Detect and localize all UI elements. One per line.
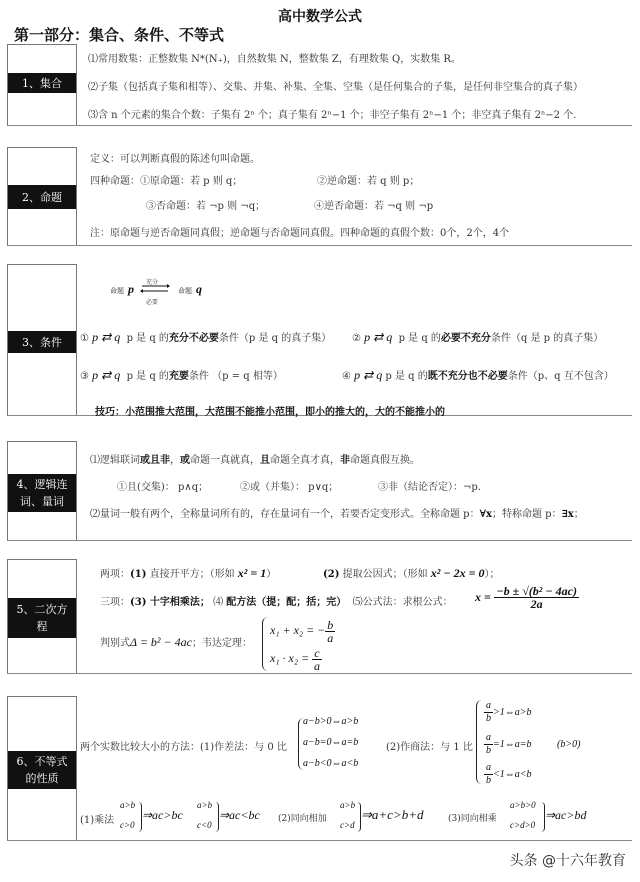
note: 注：原命题与逆否命题同真假；逆命题与否命题同真假。四种命题的真假个数：0个，2个，4个 xyxy=(90,228,510,239)
mult1-top: a>b xyxy=(120,800,136,810)
logic-or: ②或（并集）： p∨q； xyxy=(240,482,339,493)
contrapositive-proposition: ④逆否命题：若 ¬q 则 ¬p xyxy=(314,201,434,212)
multiplication-label: (1)乘法 xyxy=(80,815,115,826)
section-label-box xyxy=(7,441,77,541)
three-terms-methods: 三项：(3) 十字相乘法； ⑷ 配方法（提；配；括；完） ⑸公式法：求根公式： xyxy=(100,597,453,608)
logic-not: ③非（结论否定）：¬p. xyxy=(378,482,481,493)
section-label-box xyxy=(7,559,77,674)
section-divider xyxy=(7,125,632,126)
mul-bottom: c>d>0 xyxy=(510,820,536,830)
watermark: 头条 @十六年教育 xyxy=(509,853,626,869)
section-divider xyxy=(7,840,632,841)
difference-gt: a−b>0⇔a>b xyxy=(303,716,359,727)
section-label-box xyxy=(7,44,77,126)
mult1-result: ⇒ac>bc xyxy=(142,808,183,822)
sets-line-3: ⑶含 n 个元素的集合个数：子集有 2ⁿ 个；真子集有 2ⁿ−1 个；非空子集有 2ⁿ−1 个；非空真子集有 2ⁿ−2 个. xyxy=(88,110,577,121)
section-divider xyxy=(7,245,632,246)
section-label: 1、集合 xyxy=(8,73,76,93)
mult2-top: a>b xyxy=(197,800,213,810)
quotient-eq: $\frac{a}{b}$ =1⇔a=b xyxy=(486,732,532,756)
inverse-proposition: ③否命题：若 ¬p 则 ¬q； xyxy=(146,201,266,212)
quotient-brace xyxy=(476,700,483,784)
add-top: a>b xyxy=(340,800,356,810)
section-label: 2、命题 xyxy=(8,185,76,209)
definition: 定义：可以判断真假的陈述句叫命题。 xyxy=(90,154,260,165)
quotient-gt: $\frac{a}{b}$ >1⇔a>b xyxy=(486,700,532,724)
difference-eq: a−b=0⇔a=b xyxy=(303,737,359,748)
quotient-lt: $\frac{a}{b}$ <1⇔a<b xyxy=(486,762,532,786)
vieta-brace xyxy=(262,617,269,671)
section-label-box xyxy=(7,264,77,416)
section-divider xyxy=(7,673,632,674)
logic-and: ①且(交集)： p∧q； xyxy=(117,482,209,493)
diagram-bottom-arrow-label: 必要 xyxy=(146,299,159,306)
quotient-prefix: (2)作商法：与 1 比 xyxy=(386,742,473,753)
discriminant: 判别式Δ = b² − 4ac；韦达定理： xyxy=(100,635,252,649)
mult1-bottom: c>0 xyxy=(120,820,135,830)
difference-lt: a−b<0⇔a<b xyxy=(303,758,359,769)
root-formula: x = $\frac{\text{−b ± √(b² − 4ac)}}{2a}$ xyxy=(475,584,577,611)
condition-item-3: ③ p ⇄ q p 是 q 的充要条件 （p = q 相等） xyxy=(80,368,283,382)
condition-item-2: ② p ⇄ q p 是 q 的必要不充分条件（q 是 p 的真子集） xyxy=(352,330,604,344)
compare-prefix: 两个实数比较大小的方法：(1)作差法：与 0 比 xyxy=(80,742,287,753)
four-prefix: 四种命题： xyxy=(90,176,140,187)
add-result: ⇒a+c>b+d xyxy=(361,807,424,822)
add-bottom: c>d xyxy=(340,820,355,830)
section-divider xyxy=(7,540,632,541)
double-arrow-icon xyxy=(140,283,170,295)
section-label-box xyxy=(7,147,77,246)
vieta-product: x₁ · x₂ = $\frac{c}{a}$ xyxy=(270,646,320,673)
diagram-left-label: 命题 xyxy=(110,287,124,295)
document-title: 高中数学公式 xyxy=(278,9,362,25)
diagram-right-label: 命题 xyxy=(178,287,192,295)
condition-item-4: ④ p ⇄ q p 是 q 的既不充分也不必要条件（p、q 互不包含） xyxy=(342,368,614,382)
mult2-result: ⇒ac<bc xyxy=(219,808,260,822)
mul-top: a>b>0 xyxy=(510,800,536,810)
original-proposition: ①原命题：若 p 则 q； xyxy=(140,176,243,187)
mult2-bottom: c<0 xyxy=(197,820,212,830)
logic-quantifiers: ⑵量词一般有两个，全称量词所有的，存在量词有一个，若要否定变形式。全称命题 p：∀x；特称命题 p：∃x； xyxy=(90,509,584,520)
converse-proposition: ②逆命题：若 q 则 p； xyxy=(317,176,420,187)
addition-label: (2)同向相加 xyxy=(278,814,327,824)
two-terms-method-1: 两项：(1) 直接开平方；（形如 x² = 1） xyxy=(100,566,277,580)
section-label: 3、条件 xyxy=(8,331,76,353)
logic-line-1: ⑴逻辑联词或且非，或命题一真就真，且命题全真才真，非命题真假互换。 xyxy=(90,455,420,466)
diagram-left-var: p xyxy=(128,282,134,296)
tip: 技巧：小范围推大范围，大范围不能推小范围，即小的推大的，大的不能推小的 xyxy=(95,407,445,418)
section-label: 5、二次方 程 xyxy=(8,598,76,638)
diagram-right-var: q xyxy=(196,282,202,296)
quotient-condition: (b>0) xyxy=(557,739,581,750)
mul-result: ⇒ac>bd xyxy=(545,808,587,822)
two-terms-method-2: (2) 提取公因式；（形如 x² − 2x = 0）； xyxy=(323,566,500,580)
sets-line-2: ⑵子集（包括真子集和相等）、交集、并集、补集、全集、空集（是任何集合的子集，是任何非空集合的真子集） xyxy=(88,82,583,93)
sets-line-1: ⑴常用数集：正整数集 N*(N₊)，自然数集 N，整数集 Z，有理数集 Q，实数集 R。 xyxy=(88,54,461,65)
section-label: 6、不等式 的性质 xyxy=(8,751,76,789)
section-label: 4、逻辑连 词、量词 xyxy=(8,474,76,512)
condition-item-1: ① p ⇄ q p 是 q 的充分不必要条件（p 是 q 的真子集） xyxy=(80,330,332,344)
same-direction-multiply-label: (3)同向相乘 xyxy=(448,814,497,824)
section-label-box xyxy=(7,696,77,841)
part-heading: 第一部分：集合、条件、不等式 xyxy=(14,26,225,44)
vieta-sum: x₁ + x₂ = − $\frac{b}{a}$ xyxy=(270,618,334,645)
diagram-top-arrow-label: 充分 xyxy=(146,279,159,286)
